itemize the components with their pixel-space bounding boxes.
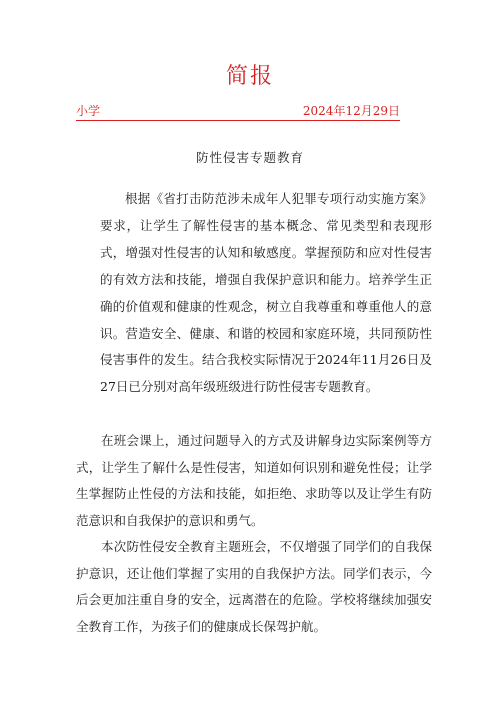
article-subject: 防性侵害专题教育 (195, 150, 304, 165)
paragraph-1: 根据《省打击防范涉未成年人犯罪专项行动实施方案》要求，让学生了解性侵害的基本概念、常见类型和表现形式，增强对性侵害的认知和敏感度。掌握预防和应对性侵害的有效方法和技能，增强自我保护意识和能力。培养学生正确的价值观和健康的性观念，树立自我尊重和尊重他人的意识。营造安全、健康、和谐的校园和家庭环境，共同预防性侵害事件的发生。结合我校实际情况于2024年11月26日及27日已分别对高年级班级进行防性侵害专题教育。 (100, 191, 432, 395)
briefing-header-rule (76, 102, 400, 121)
school-name: 小学 (76, 104, 101, 118)
briefing-title: 简报 (225, 64, 274, 89)
paragraph-3: 本次防性侵安全教育主题班会，不仅增强了同学们的自我保护意识，还让他们掌握了实用的自我保护方法。同学们表示，今后会更加注重自身的安全，远离潜在的危险。学校将继续加强安全教育工作，为孩子们的健康成长保驾护航。 (76, 539, 432, 635)
briefing-date: 2024年12月29日 (302, 104, 400, 118)
paragraph-2: 在班会课上，通过问题导入的方式及讲解身边实际案例等方式，让学生了解什么是性侵害，知道如何识别和避免性侵；让学生掌握防止性侵的方法和技能，如拒绝、求助等以及让学生有防范意识和自我保护的意识和勇气。 (76, 433, 432, 528)
